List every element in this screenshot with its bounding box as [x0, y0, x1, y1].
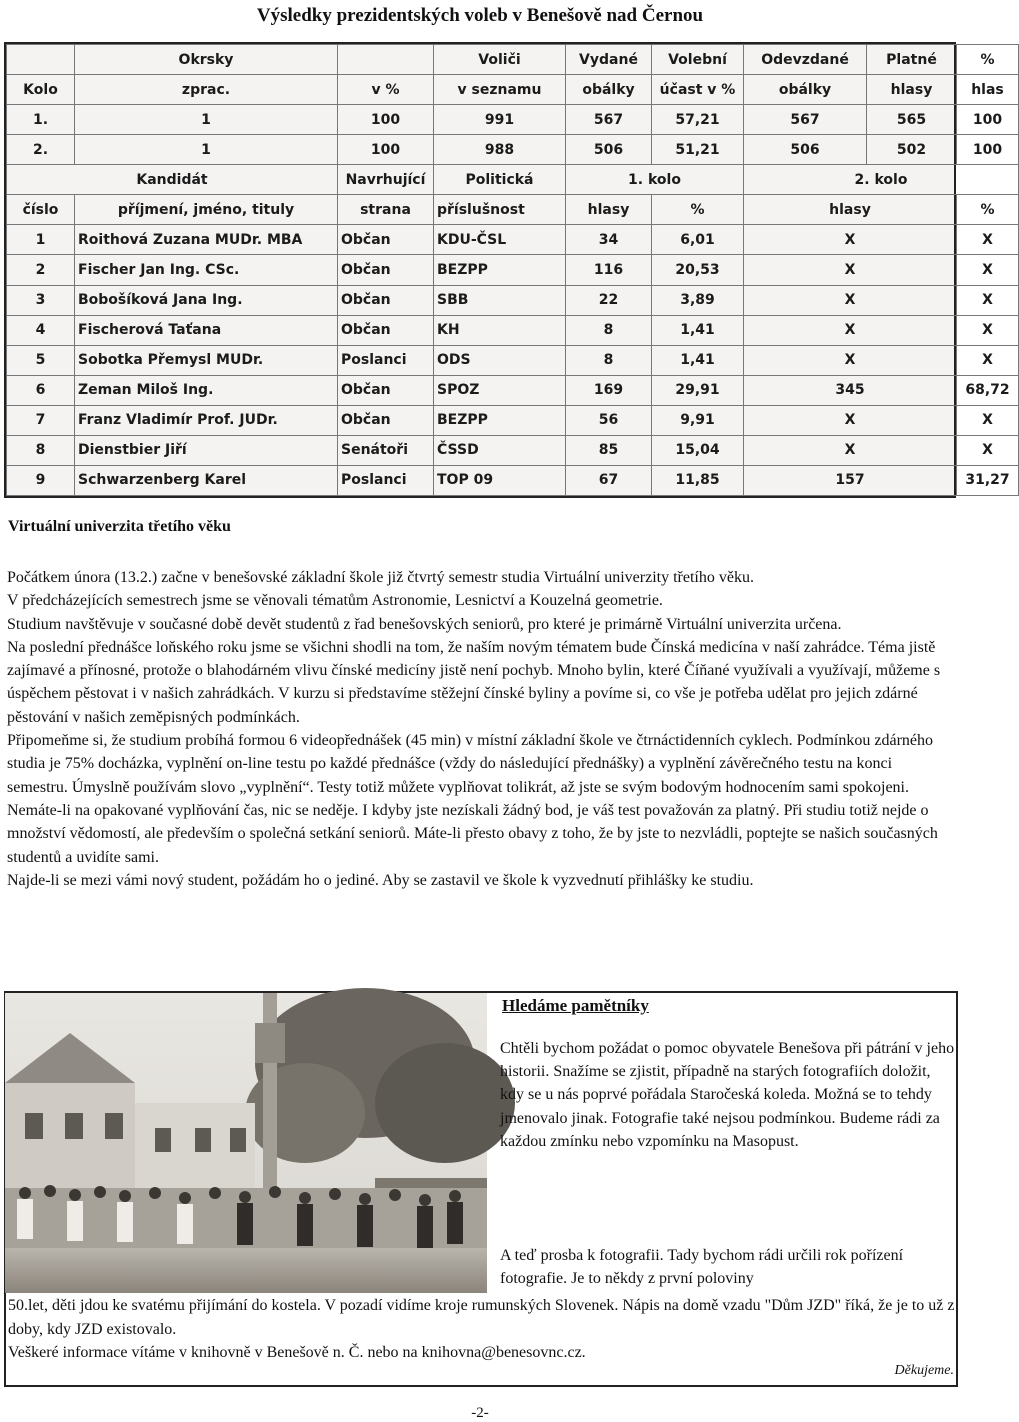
box-bottom-text: [8, 1294, 956, 1365]
table-row: [7, 405, 1019, 435]
table-cell: 1.: [7, 105, 75, 135]
table-cell: 51,21: [652, 135, 744, 165]
table-cell: 8: [566, 315, 652, 345]
table-header-cell: obálky: [566, 75, 652, 105]
table-cell: Bobošíková Jana Ing.: [75, 285, 338, 315]
table-cell: 1: [75, 135, 338, 165]
table-cell: 85: [566, 435, 652, 465]
table-header-cell: %: [957, 195, 1019, 225]
table-cell: 67: [566, 465, 652, 495]
table-header-cell: %: [652, 195, 744, 225]
table-cell: 7: [7, 405, 75, 435]
table-header-cell: Odevzdané: [744, 45, 867, 75]
contact-line: Veškeré informace vítáme v knihovně v Benešově n. Č. nebo na knihovna@benesovnc.cz.: [8, 1344, 586, 1362]
table-cell: 11,85: [652, 465, 744, 495]
table-cell: 1,41: [652, 345, 744, 375]
photo-description: 50.let, děti jdou ke svatému přijímání do kostela. V pozadí vidíme kroje rumunských Slovenek. Nápis na domě vzadu "Dům JZD" říká, že je to už z doby, kdy JZD existovalo.: [8, 1297, 955, 1338]
section-title: Virtuální univerzita třetího věku: [8, 518, 231, 535]
table-cell: 988: [434, 135, 566, 165]
table-cell: X: [957, 225, 1019, 255]
table-cell: 1: [7, 225, 75, 255]
table-header-cell: 1. kolo: [566, 165, 744, 195]
article-paragraph: Počátkem února (13.2.) začne v benešovské základní škole již čtvrtý semestr studia Virtuální univerzity třetího věku.: [7, 569, 754, 586]
table-header-row: [7, 75, 1019, 105]
table-header-cell: v %: [338, 75, 434, 105]
table-cell: Dienstbier Jiří: [75, 435, 338, 465]
table-cell: X: [957, 315, 1019, 345]
table-cell: Občan: [338, 315, 434, 345]
table-cell: 100: [338, 105, 434, 135]
table-cell: 100: [338, 135, 434, 165]
election-results-table-scan: [4, 42, 1010, 498]
election-results-table: [6, 44, 1019, 496]
table-cell: 991: [434, 105, 566, 135]
table-cell: 9: [7, 465, 75, 495]
table-row: [7, 255, 1019, 285]
table-row: [7, 285, 1019, 315]
table-cell: TOP 09: [434, 465, 566, 495]
thanks-note: Děkujeme.: [894, 1363, 954, 1378]
table-header-cell: %: [957, 45, 1019, 75]
table-cell: X: [744, 285, 957, 315]
table-cell: 15,04: [652, 435, 744, 465]
table-cell: SBB: [434, 285, 566, 315]
table-cell: 6: [7, 375, 75, 405]
article-paragraph: Na poslední přednášce loňského roku jsme se všichni shodli na tom, že naším novým tématem bude Čínská medicína v naší zahrádce. Téma jistě zajímavé a přínosné, protože o blahodárném vlivu čínské medicíny jistě není pochyb. Mnoho bylin, které Číňané využívali a využívají, můžeme s úspěchem pěstovat i v našich zahrádkách. V kurzu si představíme stěžejní čínské byliny a povíme si, co vše je potřeba udělat pro jejich zdárné pěstování v našich zeměpisných podmínkách.: [7, 638, 941, 726]
table-cell: 5: [7, 345, 75, 375]
table-cell: X: [957, 345, 1019, 375]
table-cell: 506: [744, 135, 867, 165]
article-paragraph: Studium navštěvuje v současné době devět studentů z řad benešovských seniorů, pro které je primárně Virtuální univerzita určena.: [7, 615, 842, 633]
table-cell: X: [957, 405, 1019, 435]
article-body: [7, 566, 952, 892]
table-header-row: [7, 45, 1019, 75]
table-header-cell: hlasy: [867, 75, 957, 105]
table-cell: X: [744, 315, 957, 345]
table-header-cell: příslušnost: [434, 195, 566, 225]
table-header-cell: hlasy: [566, 195, 652, 225]
table-cell: 9,91: [652, 405, 744, 435]
table-cell: Občan: [338, 225, 434, 255]
box-title: Hledáme pamětníky: [502, 996, 649, 1015]
table-cell: X: [744, 405, 957, 435]
table-cell: 1,41: [652, 315, 744, 345]
table-cell: 8: [566, 345, 652, 375]
table-cell: Poslanci: [338, 345, 434, 375]
table-cell: 169: [566, 375, 652, 405]
table-cell: 2.: [7, 135, 75, 165]
table-cell: X: [744, 225, 957, 255]
table-cell: X: [957, 435, 1019, 465]
table-header-cell: Politická: [434, 165, 566, 195]
table-row: [7, 315, 1019, 345]
table-header-cell: hlasy: [744, 195, 957, 225]
table-cell: KDU-ČSL: [434, 225, 566, 255]
table-cell: 565: [867, 105, 957, 135]
table-cell: 6,01: [652, 225, 744, 255]
table-header-cell: v seznamu: [434, 75, 566, 105]
table-cell: 116: [566, 255, 652, 285]
table-cell: Občan: [338, 405, 434, 435]
table-cell: 502: [867, 135, 957, 165]
table-row: [7, 465, 1019, 495]
table-cell: Fischer Jan Ing. CSc.: [75, 255, 338, 285]
table-cell: KH: [434, 315, 566, 345]
table-cell: Poslanci: [338, 465, 434, 495]
table-header-row: [7, 195, 1019, 225]
table-cell: 3,89: [652, 285, 744, 315]
table-cell: Občan: [338, 285, 434, 315]
procession-photo-image: [5, 993, 487, 1293]
table-row: [7, 345, 1019, 375]
table-cell: 506: [566, 135, 652, 165]
article-paragraph: Najde-li se mezi vámi nový student, požádám ho o jediné. Aby se zastavil ve škole k vyzvednutí přihlášky ke studiu.: [7, 871, 754, 889]
table-cell: X: [957, 255, 1019, 285]
table-cell: 57,21: [652, 105, 744, 135]
article-paragraph: Připomeňme si, že studium probíhá formou 6 videopřednášek (45 min) v místní základní škole ve čtrnáctidenních cyklech. Podmínkou zdárného studia je 75% docházka, vyplnění on-line testu po každé přednášce (vždy do následující přednášky) a vyplnění závěrečného testu na konci semestru. Úmyslně používám slovo „vyplnění“. Testy totiž můžete vyplňovat tolikrát, až jste se svým bodovým hodnocením sami spokojeni. Nemáte-li na opakované vyplňování čas, nic se neděje. I kdyby jste nezískali žádný bod, je váš test považován za platný. Při studiu totiž nejde o množství vědomostí, ale především o společná setkání seniorů. Máte-li přesto obavy z toho, že by jste to nezvládli, poptejte se našich současných studentů a uvidíte sami.: [7, 732, 938, 866]
table-cell: 3: [7, 285, 75, 315]
box-paragraph: Chtěli bychom požádat o pomoc obyvatele Benešova při pátrání v jeho historii. Snažíme se zjistit, případně na starých fotografiích doložit, kdy se u nás poprvé pořádala Staročeská koleda. Možná se to tehdy jmenovalo jinak. Fotografie také nejsou podmínkou. Budeme rádi za každou zmínku nebo vzpomínku na Masopust.: [500, 1040, 955, 1150]
table-cell: Roithová Zuzana MUDr. MBA: [75, 225, 338, 255]
table-header-cell: Kolo: [7, 75, 75, 105]
table-header-cell: Platné: [867, 45, 957, 75]
table-cell: 567: [566, 105, 652, 135]
table-header-cell: příjmení, jméno, tituly: [75, 195, 338, 225]
box-photo-request: A teď prosba k fotografii. Tady bychom rádi určili rok pořízení fotografie. Je to někdy z první poloviny: [500, 1247, 904, 1288]
table-cell: X: [744, 345, 957, 375]
table-header-cell: 2. kolo: [744, 165, 1019, 195]
table-cell: Občan: [338, 255, 434, 285]
table-header-cell: [7, 45, 75, 75]
table-row: [7, 105, 1019, 135]
table-header-cell: Volební: [652, 45, 744, 75]
table-header-cell: Voliči: [434, 45, 566, 75]
table-cell: Zeman Miloš Ing.: [75, 375, 338, 405]
table-header-cell: hlas: [957, 75, 1019, 105]
table-cell: BEZPP: [434, 255, 566, 285]
historic-photo: [5, 993, 487, 1293]
table-cell: X: [957, 285, 1019, 315]
table-cell: Fischerová Taťana: [75, 315, 338, 345]
table-header-cell: číslo: [7, 195, 75, 225]
table-header-row: [7, 165, 1019, 195]
table-cell: ČSSD: [434, 435, 566, 465]
table-row: [7, 435, 1019, 465]
table-cell: X: [744, 255, 957, 285]
table-cell: 157: [744, 465, 957, 495]
table-header-cell: strana: [338, 195, 434, 225]
table-cell: BEZPP: [434, 405, 566, 435]
table-cell: 22: [566, 285, 652, 315]
table-cell: Franz Vladimír Prof. JUDr.: [75, 405, 338, 435]
table-header-cell: Vydané: [566, 45, 652, 75]
table-cell: 345: [744, 375, 957, 405]
table-header-cell: Kandidát: [7, 165, 338, 195]
table-cell: ODS: [434, 345, 566, 375]
table-header-cell: [338, 45, 434, 75]
table-cell: 29,91: [652, 375, 744, 405]
table-cell: 8: [7, 435, 75, 465]
page-number: -2-: [471, 1405, 489, 1421]
table-cell: Schwarzenberg Karel: [75, 465, 338, 495]
table-cell: 31,27: [957, 465, 1019, 495]
table-cell: 34: [566, 225, 652, 255]
table-cell: Občan: [338, 375, 434, 405]
page-title: Výsledky prezidentských voleb v Benešově nad Černou: [256, 5, 704, 26]
table-cell: SPOZ: [434, 375, 566, 405]
table-cell: 567: [744, 105, 867, 135]
table-cell: 2: [7, 255, 75, 285]
table-header-cell: Navrhující: [338, 165, 434, 195]
table-cell: Sobotka Přemysl MUDr.: [75, 345, 338, 375]
table-header-cell: zprac.: [75, 75, 338, 105]
table-cell: 20,53: [652, 255, 744, 285]
table-row: [7, 135, 1019, 165]
table-cell: 100: [957, 105, 1019, 135]
table-cell: 100: [957, 135, 1019, 165]
table-row: [7, 225, 1019, 255]
table-header-cell: účast v %: [652, 75, 744, 105]
table-cell: 4: [7, 315, 75, 345]
table-cell: 68,72: [957, 375, 1019, 405]
table-cell: 56: [566, 405, 652, 435]
table-cell: Senátoři: [338, 435, 434, 465]
article-paragraph: V předcházejících semestrech jsme se věnovali tématům Astronomie, Lesnictví a Kouzelná geometrie.: [7, 592, 663, 610]
table-header-cell: obálky: [744, 75, 867, 105]
table-header-cell: Okrsky: [75, 45, 338, 75]
table-cell: 1: [75, 105, 338, 135]
table-row: [7, 375, 1019, 405]
table-cell: X: [744, 435, 957, 465]
